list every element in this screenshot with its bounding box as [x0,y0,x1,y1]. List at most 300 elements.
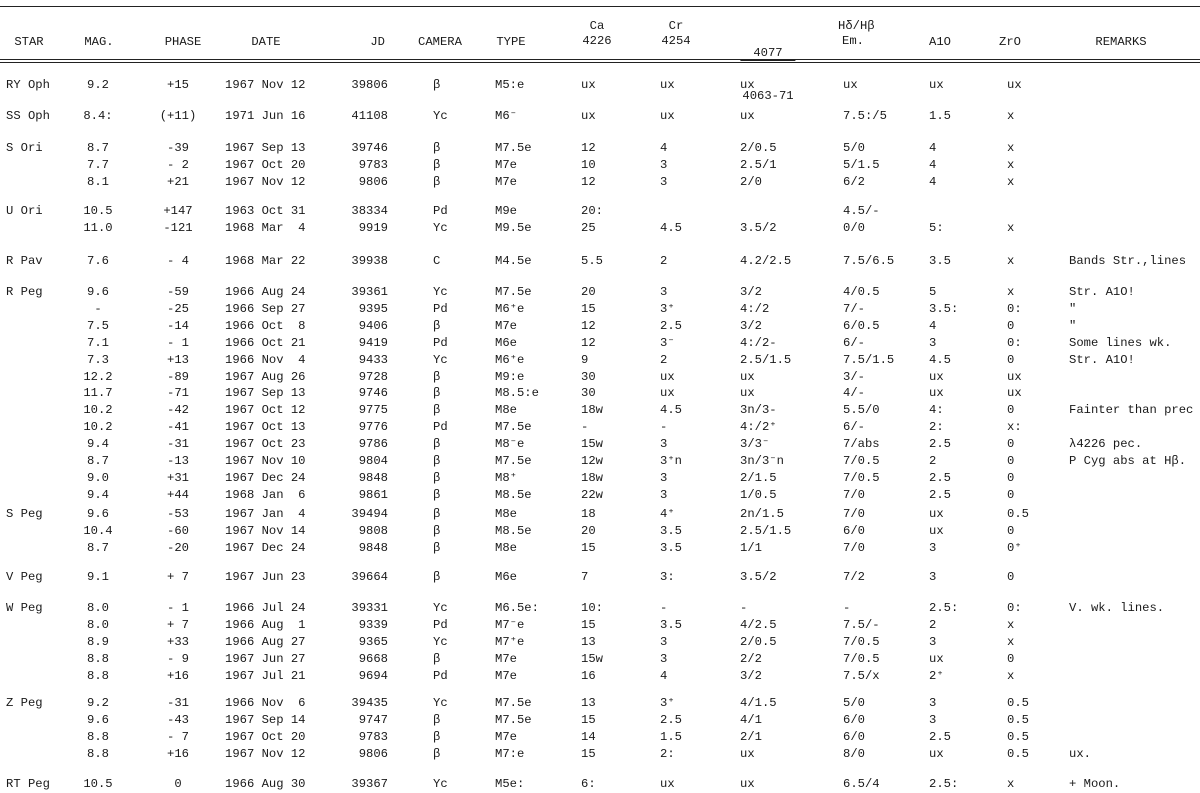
ca-cell: 12 [581,318,596,333]
cr-cell: 4.5 [660,220,682,235]
line-ratio-cell: 3.5/2 [740,570,777,584]
cr-cell: 2.5 [660,712,682,727]
type-cell: M7e [495,318,517,333]
jd-cell: 9775 [358,403,388,418]
cr-cell: 2 [660,352,668,367]
camera-cell: β [433,570,441,584]
date-cell: 1967 Dec 24 [225,540,306,555]
jd-cell: 9747 [358,712,388,727]
mag-cell: 8.7 [87,454,109,468]
hydrogen-ratio-cell: 7.5/- [843,617,880,632]
cr-cell: 4 [660,141,668,155]
header-camera: CAMERA [418,35,462,49]
jd-cell: 9668 [358,651,388,666]
phase-cell: -53 [167,507,189,521]
ca-cell: ux [581,78,596,92]
jd-cell: 39806 [351,78,388,92]
camera-cell: Yc [433,285,448,299]
a10-cell: 2: [929,420,944,435]
mag-cell: 10.4 [83,523,113,538]
phase-cell: +13 [167,352,189,367]
jd-cell: 39746 [351,141,388,155]
ca-cell: 25 [581,220,596,235]
header-rule-lower [0,62,1200,63]
star-cell: R Peg [6,285,43,299]
phase-cell: (+11) [159,109,197,123]
phase-cell: - 1 [167,601,189,615]
date-cell: 1966 Aug 27 [225,634,306,649]
mag-cell: 9.6 [87,712,109,727]
jd-cell: 9786 [358,437,388,452]
zro-cell: x [1007,109,1015,123]
phase-cell: -71 [167,386,189,401]
ca-cell: 12 [581,141,596,155]
cr-cell: - [660,601,668,615]
a10-cell: ux [929,386,944,401]
jd-cell: 39938 [351,254,388,268]
zro-cell: ux [1007,78,1022,92]
type-cell: M7.5e [495,712,532,727]
jd-cell: 9808 [358,523,388,538]
line-ratio-cell: 4.2/2.5 [740,254,792,268]
ca-cell: 12w [581,454,603,468]
ca-cell: 20: [581,204,603,218]
cr-cell: 1.5 [660,729,682,744]
ca-cell: 6: [581,777,596,791]
remarks-cell: Some lines wk. [1069,335,1172,350]
a10-cell: 3 [929,712,937,727]
jd-cell: 39494 [351,507,388,521]
hydrogen-ratio-cell: 7.5:/5 [843,109,887,123]
type-cell: M8.5e [495,523,532,538]
jd-cell: 39331 [351,601,388,615]
mag-cell: 9.4 [87,487,109,502]
date-cell: 1967 Jun 27 [225,651,306,666]
header-ca-wavelength: 4226 [582,34,612,48]
cr-cell: 3 [660,487,668,502]
camera-cell: Yc [433,601,448,615]
date-cell: 1966 Nov 4 [225,352,306,367]
hydrogen-ratio-cell: 6/2 [843,174,865,189]
remarks-cell: + Moon. [1069,777,1121,791]
cr-cell: 3 [660,437,668,452]
date-cell: 1963 Oct 31 [225,204,306,218]
top-rule [0,6,1200,7]
zro-cell: 0 [1007,470,1015,485]
zro-cell: x [1007,157,1015,172]
mag-cell: 11.0 [83,220,113,235]
zro-cell: ux [1007,369,1022,384]
jd-cell: 9419 [358,335,388,350]
a10-cell: 1.5 [929,109,951,123]
a10-cell: 5: [929,220,944,235]
camera-cell: β [433,470,441,485]
jd-cell: 39435 [351,696,388,710]
camera-cell: β [433,746,441,761]
line-ratio-cell: 4/1 [740,712,762,727]
type-cell: M7⁺e [495,634,525,649]
zro-cell: 0: [1007,301,1022,316]
hydrogen-ratio-cell: - [843,601,851,615]
star-cell: SS Oph [6,109,50,123]
cr-cell: 3⁺ [660,301,675,316]
date-cell: 1967 Sep 14 [225,712,306,727]
hydrogen-ratio-cell: 7/0 [843,507,865,521]
header-ratio-numerator: 4077 [740,46,795,61]
remarks-cell: Str. A1O! [1069,352,1135,367]
type-cell: M7.5e [495,141,532,155]
date-cell: 1966 Aug 1 [225,617,306,632]
ca-cell: 18 [581,507,596,521]
header-star: STAR [14,35,44,49]
camera-cell: β [433,141,441,155]
mag-cell: 9.6 [87,285,109,299]
cr-cell: 4⁺ [660,507,675,521]
jd-cell: 9339 [358,617,388,632]
camera-cell: β [433,712,441,727]
type-cell: M8⁺ [495,470,517,485]
type-cell: M7e [495,651,517,666]
a10-cell: 4.5 [929,352,951,367]
type-cell: M9.5e [495,220,532,235]
jd-cell: 9804 [358,454,388,468]
hydrogen-ratio-cell: 7/2 [843,570,865,584]
hydrogen-ratio-cell: 7/0.5 [843,651,880,666]
remarks-cell: P Cyg abs at Hβ. [1069,454,1187,468]
phase-cell: +16 [167,668,189,683]
type-cell: M8.5e [495,487,532,502]
zro-cell: x [1007,254,1015,268]
type-cell: M6⁺e [495,301,525,316]
mag-cell: 8.8 [87,746,109,761]
ca-cell: 9 [581,352,589,367]
zro-cell: 0 [1007,523,1015,538]
hydrogen-ratio-cell: 6.5/4 [843,777,880,791]
camera-cell: β [433,487,441,502]
cr-cell: 3 [660,174,668,189]
phase-cell: + 7 [167,570,189,584]
phase-cell: -13 [167,454,189,468]
type-cell: M6⁻ [495,109,517,123]
camera-cell: Yc [433,220,448,235]
line-ratio-cell: 3/3⁻ [740,437,770,452]
phase-cell: - 7 [167,729,189,744]
phase-cell: +21 [167,174,189,189]
phase-cell: -42 [167,403,189,418]
type-cell: M6e [495,570,517,584]
phase-cell: - 9 [167,651,189,666]
hydrogen-ratio-cell: 7.5/1.5 [843,352,895,367]
ca-cell: 20 [581,523,596,538]
mag-cell: 7.5 [87,318,109,333]
a10-cell: 3.5 [929,254,951,268]
zro-cell: 0 [1007,437,1015,452]
a10-cell: 3 [929,540,937,555]
zro-cell: 0 [1007,454,1015,468]
type-cell: M7.5e [495,454,532,468]
hydrogen-ratio-cell: 6/0.5 [843,318,880,333]
cr-cell: 3 [660,634,668,649]
camera-cell: Pd [433,335,448,350]
header-emission: Em. [842,34,864,48]
mag-cell: 9.0 [87,470,109,485]
zro-cell: x [1007,141,1015,155]
line-ratio-cell: 1/0.5 [740,487,777,502]
zro-cell: 0 [1007,651,1015,666]
ca-cell: 15 [581,301,596,316]
phase-cell: -60 [167,523,189,538]
mag-cell: 11.7 [83,386,113,401]
a10-cell: ux [929,651,944,666]
header-cr-element: Cr [668,19,684,33]
star-cell: S Ori [6,141,43,155]
hydrogen-ratio-cell: 4/0.5 [843,285,880,299]
hydrogen-ratio-cell: ux [843,78,858,92]
phase-cell: -41 [167,420,189,435]
zro-cell: x [1007,777,1015,791]
hydrogen-ratio-cell: 5/0 [843,696,865,710]
zro-cell: x [1007,220,1015,235]
camera-cell: Pd [433,617,448,632]
hydrogen-ratio-cell: 5/1.5 [843,157,880,172]
hydrogen-ratio-cell: 6/- [843,420,865,435]
header-type: TYPE [496,35,526,49]
star-cell: RT Peg [6,777,50,791]
hydrogen-ratio-cell: 7/0 [843,487,865,502]
zro-cell: 0.5 [1007,746,1029,761]
cr-cell: ux [660,369,675,384]
line-ratio-cell: - [740,601,748,615]
a10-cell: ux [929,523,944,538]
date-cell: 1967 Nov 12 [225,746,306,761]
jd-cell: 39367 [351,777,388,791]
line-ratio-cell: 2/0 [740,174,762,189]
camera-cell: β [433,369,441,384]
camera-cell: Pd [433,420,448,435]
a10-cell: 2.5 [929,487,951,502]
camera-cell: Pd [433,204,448,218]
date-cell: 1967 Nov 12 [225,78,306,92]
zro-cell: 0: [1007,335,1022,350]
date-cell: 1967 Oct 20 [225,729,306,744]
ca-cell: 15w [581,651,603,666]
cr-cell: 3 [660,285,668,299]
camera-cell: β [433,174,441,189]
zro-cell: x: [1007,420,1022,435]
jd-cell: 9861 [358,487,388,502]
ca-cell: 30 [581,369,596,384]
mag-cell: 8.9 [87,634,109,649]
hydrogen-ratio-cell: 7/0 [843,540,865,555]
jd-cell: 9406 [358,318,388,333]
ca-cell: 12 [581,335,596,350]
zro-cell: 0.5 [1007,712,1029,727]
line-ratio-cell: 4:/2- [740,335,777,350]
cr-cell: 3.5 [660,617,682,632]
camera-cell: β [433,318,441,333]
zro-cell: x [1007,668,1015,683]
type-cell: M8.5:e [495,386,539,401]
phase-cell: -39 [167,141,189,155]
hydrogen-ratio-cell: 7.5/x [843,668,880,683]
line-ratio-cell: 2/0.5 [740,634,777,649]
line-ratio-cell: ux [740,746,755,761]
type-cell: M7.5e [495,285,532,299]
phase-cell: -89 [167,369,189,384]
date-cell: 1966 Nov 6 [225,696,306,710]
type-cell: M7⁻e [495,617,525,632]
hydrogen-ratio-cell: 7/abs [843,437,880,452]
type-cell: M4.5e [495,254,532,268]
type-cell: M8⁻e [495,437,525,452]
phase-cell: -31 [167,437,189,452]
hydrogen-ratio-cell: 6/0 [843,712,865,727]
type-cell: M9e [495,204,517,218]
header-ratio-denominator: 4063-71 [742,89,794,103]
ca-cell: 12 [581,174,596,189]
star-cell: V Peg [6,570,43,584]
line-ratio-cell: 2.5/1.5 [740,352,792,367]
hydrogen-ratio-cell: 7/0.5 [843,454,880,468]
a10-cell: 2.5: [929,777,959,791]
ca-cell: 18w [581,403,603,418]
a10-cell: 3 [929,335,937,350]
jd-cell: 9806 [358,174,388,189]
hydrogen-ratio-cell: 6/0 [843,523,865,538]
mag-cell: 7.1 [87,335,109,350]
mag-cell: 8.4: [83,109,113,123]
a10-cell: 2.5 [929,470,951,485]
mag-cell: 8.1 [87,174,109,189]
ca-cell: 15w [581,437,603,452]
header-hydrogen-ratio: Hδ/Hβ [838,19,875,33]
phase-cell: +15 [167,78,189,92]
date-cell: 1967 Oct 13 [225,420,306,435]
date-cell: 1967 Oct 23 [225,437,306,452]
hydrogen-ratio-cell: 4.5/- [843,204,880,218]
type-cell: M6e [495,335,517,350]
hydrogen-ratio-cell: 8/0 [843,746,865,761]
mag-cell: 10.2 [83,403,113,418]
phase-cell: -43 [167,712,189,727]
a10-cell: ux [929,78,944,92]
camera-cell: Yc [433,777,448,791]
jd-cell: 9919 [358,220,388,235]
jd-cell: 9783 [358,729,388,744]
date-cell: 1967 Sep 13 [225,141,306,155]
cr-cell: ux [660,109,675,123]
ca-cell: 5.5 [581,254,603,268]
cr-cell: 3 [660,157,668,172]
ca-cell: 15 [581,746,596,761]
camera-cell: Yc [433,109,448,123]
remarks-cell: λ4226 pec. [1069,437,1143,452]
jd-cell: 39361 [351,285,388,299]
phase-cell: -121 [163,220,193,235]
remarks-cell: Str. A1O! [1069,285,1135,299]
line-ratio-cell: 2/1.5 [740,470,777,485]
date-cell: 1967 Oct 20 [225,157,306,172]
type-cell: M7.5e [495,696,532,710]
mag-cell: 10.2 [83,420,113,435]
type-cell: M7:e [495,746,525,761]
phase-cell: -25 [167,301,189,316]
line-ratio-cell: ux [740,386,755,401]
line-ratio-cell: 2/0.5 [740,141,777,155]
phase-cell: -14 [167,318,189,333]
camera-cell: β [433,403,441,418]
jd-cell: 9848 [358,540,388,555]
line-ratio-cell: 4/2.5 [740,617,777,632]
header-ca-element: Ca [589,19,605,33]
cr-cell: 3⁺ [660,696,675,710]
type-cell: M6⁺e [495,352,525,367]
header-a10: A1O [929,35,951,49]
jd-cell: 9365 [358,634,388,649]
a10-cell: 2.5 [929,729,951,744]
jd-cell: 9783 [358,157,388,172]
mag-cell: 9.2 [87,78,109,92]
header-jd: JD [370,35,385,49]
date-cell: 1967 Nov 12 [225,174,306,189]
header-date: DATE [251,35,281,49]
camera-cell: β [433,540,441,555]
jd-cell: 39664 [351,570,388,584]
star-cell: Z Peg [6,696,43,710]
cr-cell: 3⁻ [660,335,675,350]
phase-cell: - 2 [167,157,189,172]
mag-cell: 10.5 [83,204,113,218]
a10-cell: 5 [929,285,937,299]
mag-cell: 9.4 [87,437,109,452]
type-cell: M7e [495,174,517,189]
zro-cell: x [1007,174,1015,189]
remarks-cell: " [1069,318,1077,333]
line-ratio-cell: 1/1 [740,540,762,555]
type-cell: M7e [495,729,517,744]
date-cell: 1967 Dec 24 [225,470,306,485]
cr-cell: 4.5 [660,403,682,418]
mag-cell: 8.0 [87,601,109,615]
a10-cell: 2 [929,617,937,632]
zro-cell: 0: [1007,601,1022,615]
line-ratio-cell: 4:/2 [740,301,770,316]
type-cell: M8e [495,403,517,418]
line-ratio-cell: 3/2 [740,285,762,299]
cr-cell: ux [660,386,675,401]
type-cell: M8e [495,540,517,555]
a10-cell: 2.5 [929,437,951,452]
ca-cell: 15 [581,617,596,632]
ca-cell: 20 [581,285,596,299]
ca-cell: 10 [581,157,596,172]
hydrogen-ratio-cell: 0/0 [843,220,865,235]
mag-cell: 8.7 [87,540,109,555]
ca-cell: - [581,420,589,435]
zro-cell: 0.5 [1007,696,1029,710]
a10-cell: 4 [929,174,937,189]
ca-cell: ux [581,109,596,123]
zro-cell: x [1007,285,1015,299]
cr-cell: 3⁺n [660,454,682,468]
ca-cell: 13 [581,696,596,710]
header-mag: MAG. [84,35,114,49]
hydrogen-ratio-cell: 6/- [843,335,865,350]
mag-cell: 9.1 [87,570,109,584]
zro-cell: 0 [1007,570,1015,584]
line-ratio-cell: 3n/3- [740,403,777,418]
type-cell: M8e [495,507,517,521]
